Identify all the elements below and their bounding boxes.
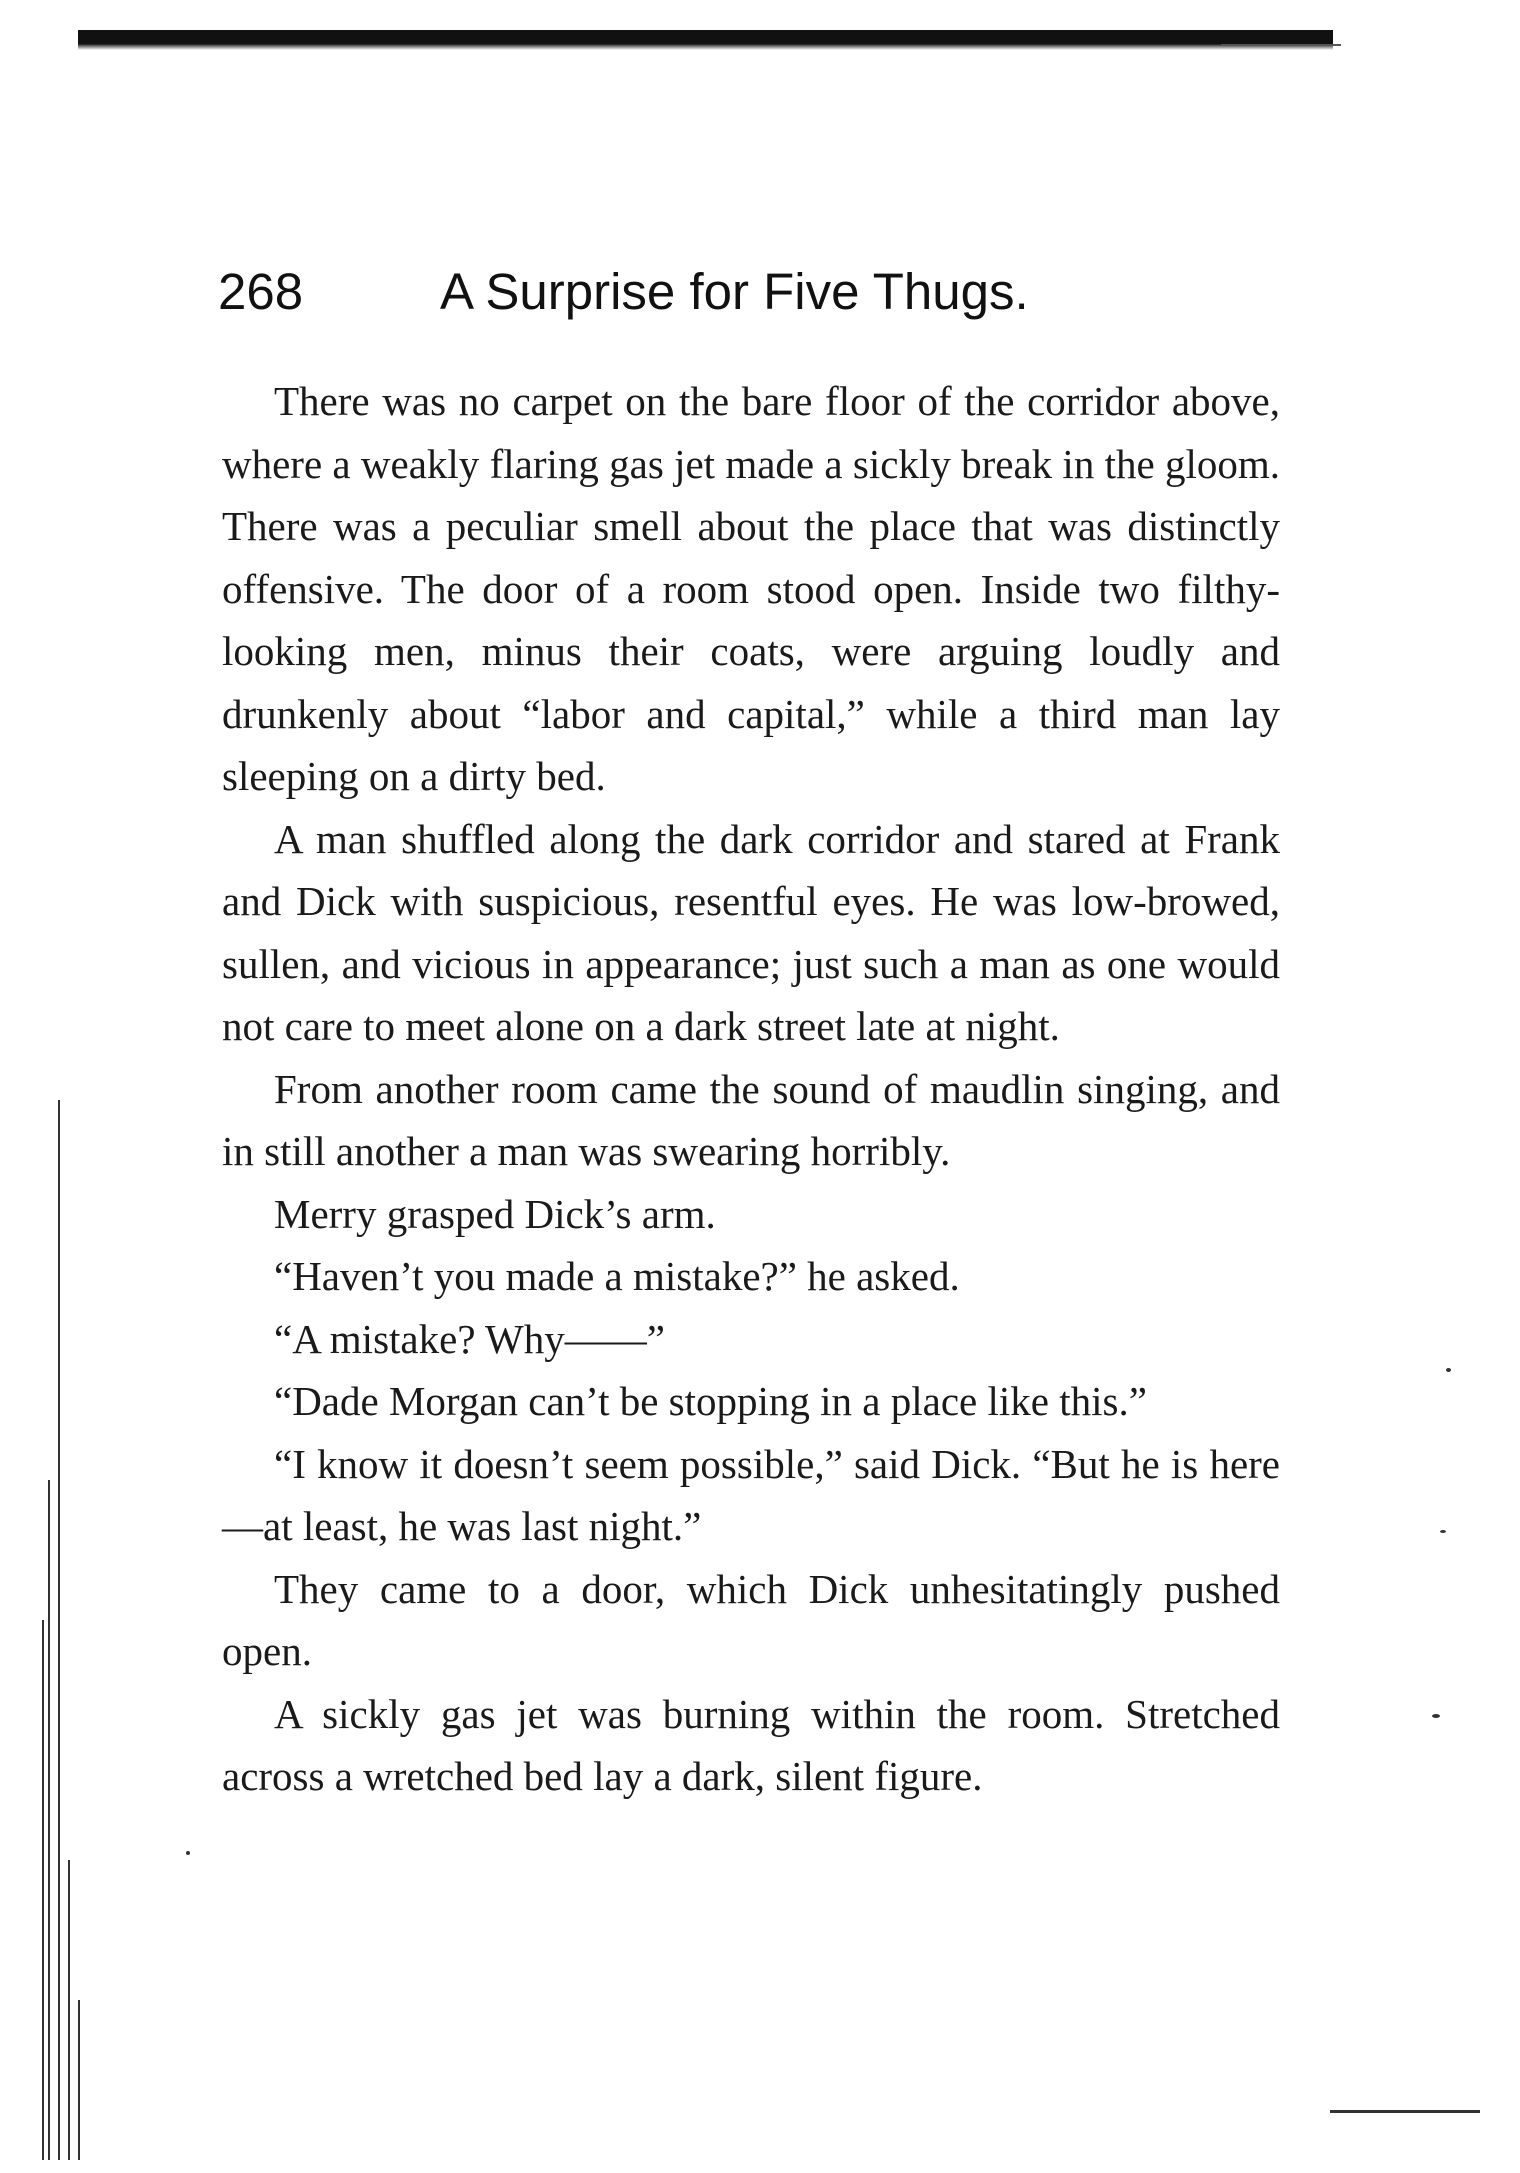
scan-speck <box>1440 1530 1446 1533</box>
paragraph-dick-reply: “I know it doesn’t seem possible,” said Dick. “But he is here—at least, he was last night.” <box>222 1440 1280 1549</box>
body-text <box>222 370 1280 1808</box>
scan-speck <box>186 1851 190 1855</box>
scan-speck <box>1446 1368 1451 1372</box>
running-header <box>218 262 1278 342</box>
paragraph-figure: A sickly gas jet was burning within the room. Stretched across a wretched bed lay a dark, silent figure. <box>222 1690 1280 1799</box>
running-title: A Surprise for Five Thugs. <box>440 263 1029 320</box>
paragraph-merry-grasped: Merry grasped Dick’s arm. <box>274 1190 716 1237</box>
paragraph-singing: From another room came the sound of maudlin singing, and in still another a man was swearing horribly. <box>222 1065 1280 1174</box>
paragraph-shuffling-man: A man shuffled along the dark corridor and stared at Frank and Dick with suspicious, resentful eyes. He was low-browed, sullen, and vicious in appearance; just such a man as one would not care to meet alone on a dark street late at night. <box>222 815 1280 1049</box>
page-number: 268 <box>218 263 304 320</box>
paragraph-corridor: There was no carpet on the bare floor of the corridor above, where a weakly flaring gas jet made a sickly break in the gloom. There was a peculiar smell about the place that was distinctly offensive. The door of a room stood open. Inside two filthy-looking men, minus their coats, were arguing loudly and drunkenly about “labor and capital,” while a third man lay sleeping on a dirty bed. <box>222 378 1280 799</box>
top-page-rule <box>78 30 1333 50</box>
scan-speck <box>1432 1714 1440 1718</box>
paragraph-dade-morgan: “Dade Morgan can’t be stopping in a place like this.” <box>274 1378 1147 1424</box>
paragraph-mistake-question: “Haven’t you made a mistake?” he asked. <box>274 1253 960 1299</box>
bottom-page-rule <box>1330 2110 1480 2113</box>
paragraph-door: They came to a door, which Dick unhesitatingly pushed open. <box>222 1565 1280 1674</box>
paragraph-mistake-why: “A mistake? Why——” <box>274 1315 665 1362</box>
binding-margin-lines <box>38 1100 98 2160</box>
